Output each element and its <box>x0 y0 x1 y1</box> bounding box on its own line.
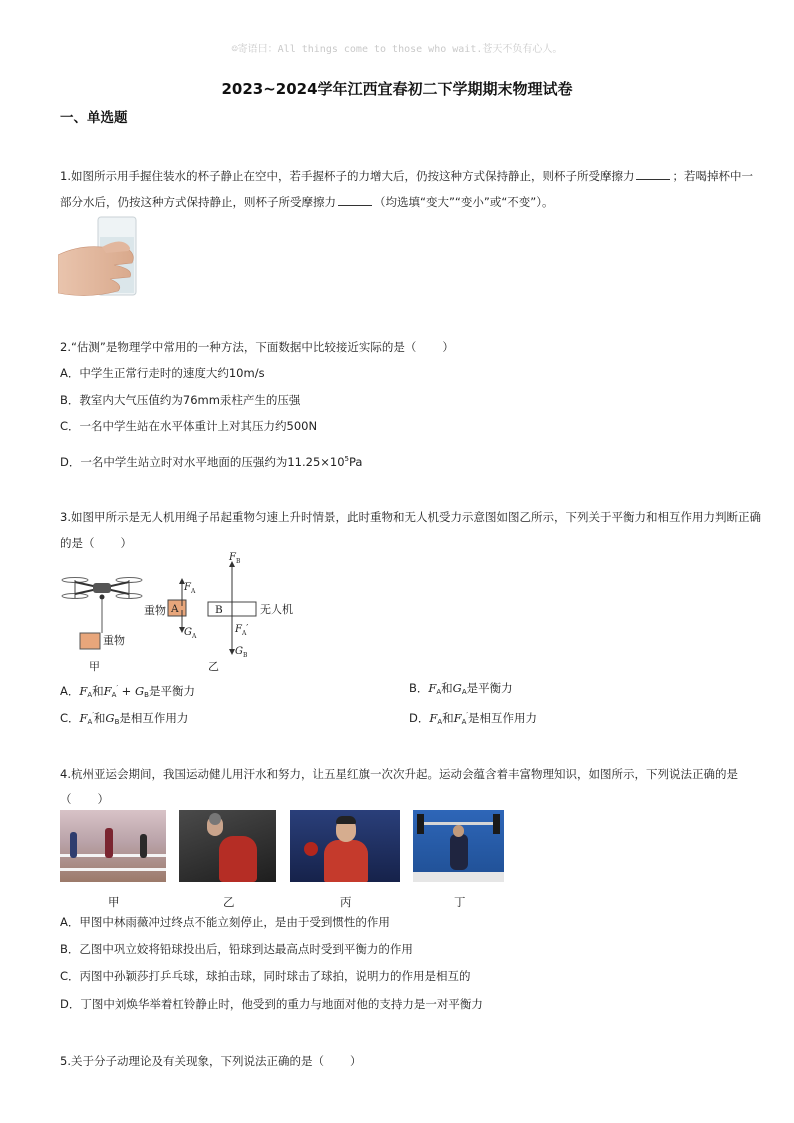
svg-text:FA′: $F_A'$ <box>235 624 249 637</box>
question-2-stem: 2.“估测”是物理学中常用的一种方法，下面数据中比较接近实际的是（ ） <box>60 340 454 354</box>
fig-force-fa: F <box>184 582 191 593</box>
q4-option-a[interactable]: A．甲图中林雨薇冲过终点不能立刻停止，是由于受到惯性的作用 <box>60 915 390 929</box>
question-1-line-2: 部分水后，仍按这种方式保持静止，则杯子所受摩擦力 （均选填“变大”“变小”或“不变”）。 <box>60 195 554 209</box>
svg-text:FB: $F_B$ <box>229 552 241 565</box>
fig-label-zhongwu-2: 重物 <box>144 604 166 617</box>
svg-text:GA: $G_A$ <box>184 627 197 640</box>
box-b-label: B <box>215 604 223 616</box>
q3-option-a[interactable]: A．$F_A$和$F_A' + G_B$是平衡力 <box>60 684 195 699</box>
question-4-line-1: 4.杭州亚运会期间，我国运动健儿用汗水和努力，让五星红旗一次次升起。运动会蕴含着丰富物理知识，如图所示，下列说法正确的是 <box>60 767 738 781</box>
caption-yi: 乙 <box>223 895 235 909</box>
question-3-line-1: 3.如图甲所示是无人机用绳子吊起重物匀速上升时情景，此时重物和无人机受力示意图如图乙所示，下列关于平衡力和相互作用力判断正确 <box>60 510 761 524</box>
fig-force-fa-prime: F <box>235 624 242 635</box>
fig-force-fb: F <box>229 552 236 563</box>
answer-blank[interactable] <box>338 194 372 206</box>
question-1-line-1: 1.如图所示用手握住装水的杯子静止在空中，若手握杯子的力增大后，仍按这种方式保持静止，则杯子所受摩擦力 ；若喝掉杯中一 <box>60 169 753 183</box>
question-3-line-2: 的是（ ） <box>60 536 132 550</box>
q4-option-d[interactable]: D．丁图中刘焕华举着杠铃静止时，他受到的重力与地面对他的支持力是一对平衡力 <box>60 997 483 1011</box>
svg-text:FA: $F_A$ <box>184 582 196 595</box>
fig-label-zhongwu-1: 重物 <box>103 634 125 647</box>
photo-hurdles <box>60 810 166 882</box>
watermark: ☺寄语曰：All things come to those who wait.苍天不负有心人。 <box>231 44 563 55</box>
q4-option-b[interactable]: B．乙图中巩立姣将铅球投出后，铅球到达最高点时受到平衡力的作用 <box>60 942 413 956</box>
svg-text:GB: $G_B$ <box>235 646 248 659</box>
fig-label-wurenji: 无人机 <box>260 603 293 616</box>
caption-ding: 丁 <box>454 895 466 909</box>
fig-label-jia: 甲 <box>89 660 100 673</box>
hand-holding-cup-image <box>58 215 142 297</box>
photo-weightlifting <box>413 810 504 882</box>
drone-force-diagram <box>55 550 315 675</box>
photo-shot-put <box>179 810 276 882</box>
drone-illustration <box>62 578 142 650</box>
fig-label-yi: 乙 <box>208 660 219 673</box>
caption-bing: 丙 <box>340 895 352 909</box>
q2-option-a[interactable]: A．中学生正常行走时的速度大约10m/s <box>60 366 265 380</box>
q2-option-d[interactable]: D．一名中学生站立时对水平地面的压强约为$11.25\times 10^5Pa$ <box>60 455 363 469</box>
fig-force-gb: G <box>235 646 243 657</box>
box-a-label: A <box>171 603 179 615</box>
answer-blank[interactable] <box>636 168 670 180</box>
q3-option-c[interactable]: C．$F_A'$和$G_B$是相互作用力 <box>60 711 189 726</box>
q4-option-c[interactable]: C．丙图中孙颖莎打乒乓球，球拍击球，同时球击了球拍，说明力的作用是相互的 <box>60 969 471 983</box>
q3-option-d[interactable]: D．$F_A$和$F_A'$是相互作用力 <box>409 711 538 726</box>
section-heading: 一、单选题 <box>60 110 128 126</box>
q2-option-b[interactable]: B．教室内大气压值约为76mm汞柱产生的压强 <box>60 393 301 407</box>
q3-option-b[interactable]: B．$F_A$和$G_A$是平衡力 <box>409 681 513 696</box>
fig-force-ga: G <box>184 627 192 638</box>
question-5-stem: 5.关于分子动理论及有关现象，下列说法正确的是（ ） <box>60 1054 362 1068</box>
caption-jia: 甲 <box>108 895 120 909</box>
question-4-line-2: （ ） <box>60 792 109 806</box>
photo-table-tennis <box>290 810 400 882</box>
q2-option-c[interactable]: C．一名中学生站在水平体重计上对其压力约500N <box>60 419 318 433</box>
page-title: 2023~2024学年江西宜春初二下学期期末物理试卷 <box>221 80 573 98</box>
